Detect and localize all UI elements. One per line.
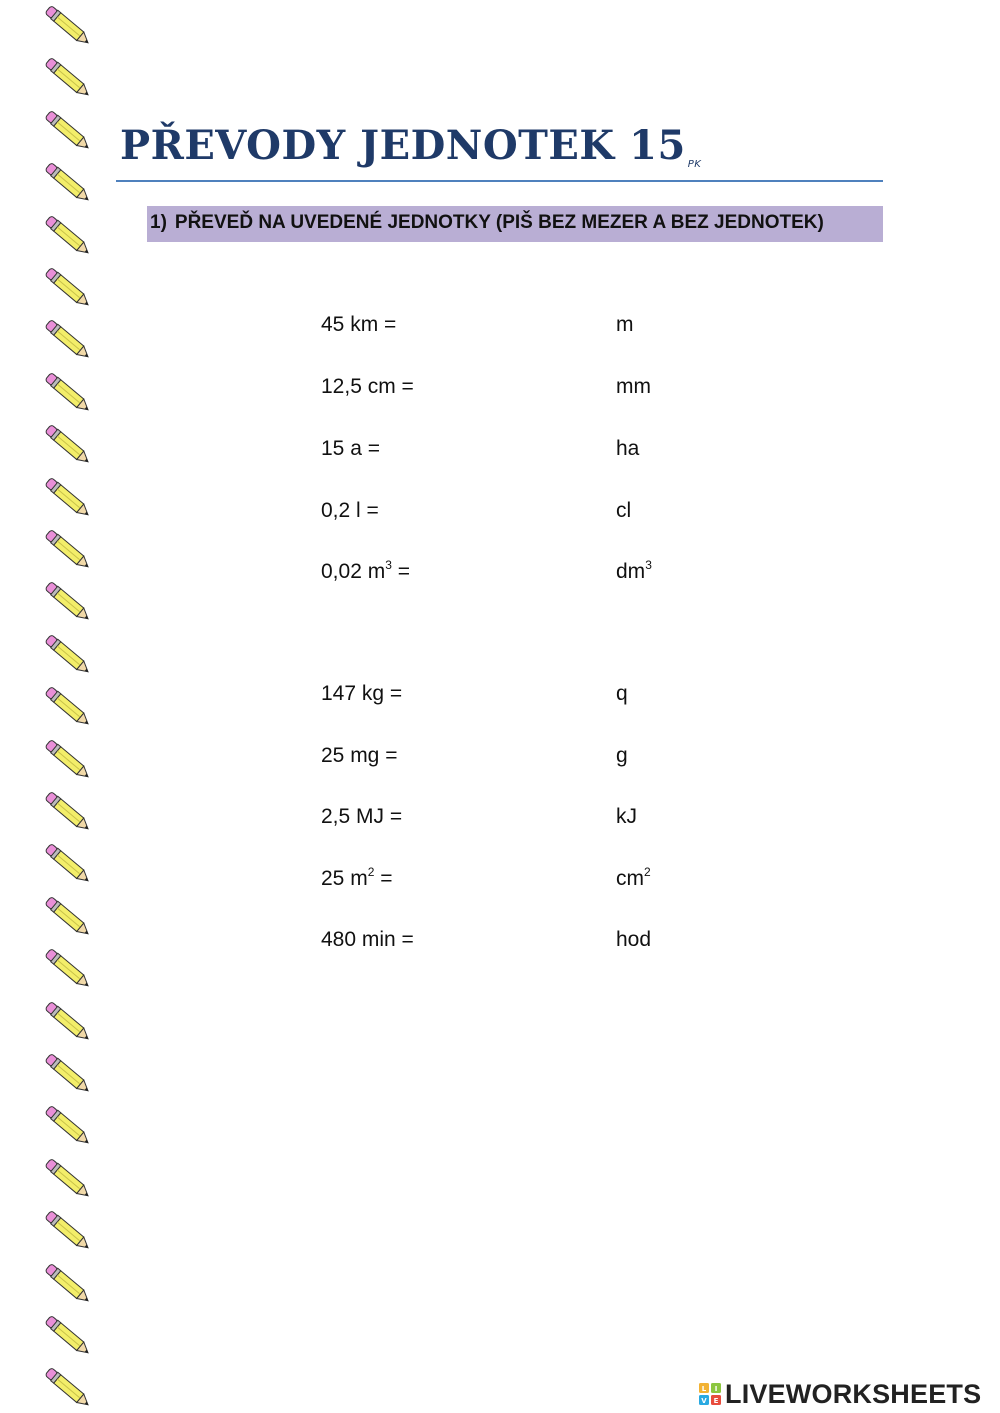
pencil-icon [40, 1364, 96, 1412]
exercise-question [321, 867, 392, 891]
exercise-target-unit [616, 867, 651, 891]
exercise-question: 45 km = [321, 313, 397, 336]
unit-base: cm [616, 867, 644, 890]
exercise-row [0, 805, 1000, 835]
exercise-target-unit: g [616, 744, 628, 767]
task-number: 1) [150, 212, 167, 233]
exercise-row [0, 867, 1000, 897]
pencil-icon [40, 159, 96, 207]
task-heading [147, 206, 883, 242]
svg-text:L: L [701, 1385, 707, 1393]
exercise-target-unit: hod [616, 928, 652, 951]
exercise-target-unit: m [616, 313, 634, 336]
exercise-question: 147 kg = [321, 682, 403, 705]
title-underline [116, 180, 883, 182]
exercise-row [0, 375, 1000, 405]
logo-text: LIVEWORKSHEETS [725, 1378, 982, 1409]
unit-base: dm [616, 560, 646, 583]
pencil-icon [40, 1260, 96, 1308]
exercise-question: 2,5 MJ = [321, 805, 403, 828]
pencil-icon [40, 107, 96, 155]
exercise-target-unit: mm [616, 375, 651, 398]
question-base: 0,02 m [321, 560, 386, 583]
question-base: 25 m [321, 867, 368, 890]
exercise-row [0, 560, 1000, 590]
pencil-icon [40, 264, 96, 312]
pencil-icon [40, 212, 96, 260]
exercise-question [321, 560, 410, 584]
exercise-row [0, 437, 1000, 467]
pencil-icon [40, 1207, 96, 1255]
exercise-question: 0,2 l = [321, 499, 379, 522]
exercise-row [0, 682, 1000, 712]
exercise-question: 15 a = [321, 437, 380, 460]
exercise-target-unit: kJ [616, 805, 637, 828]
task-text: PŘEVEĎ NA UVEDENÉ JEDNOTKY (PIŠ BEZ MEZER A BEZ JEDNOTEK) [174, 212, 824, 233]
title-text: PŘEVODY JEDNOTEK 15 [120, 122, 686, 169]
page-title [120, 122, 701, 170]
pencil-icon [40, 1102, 96, 1150]
pencil-icon [40, 631, 96, 679]
exercise-row [0, 313, 1000, 343]
exercise-question: 12,5 cm = [321, 375, 414, 398]
exercise-question: 25 mg = [321, 744, 398, 767]
pencil-icon [40, 1155, 96, 1203]
svg-text:E: E [713, 1397, 719, 1405]
exercise-target-unit: q [616, 682, 628, 705]
exponent: 2 [644, 865, 651, 879]
exercise-row [0, 928, 1000, 958]
exercise-question: 480 min = [321, 928, 414, 951]
question-equals: = [374, 867, 393, 890]
exercise-row [0, 744, 1000, 774]
author-mark: PK [687, 159, 702, 170]
exercise-target-unit [616, 560, 652, 584]
pencil-icon [40, 54, 96, 102]
exponent: 3 [645, 558, 652, 572]
exercise-target-unit: ha [616, 437, 640, 460]
exponent: 3 [385, 558, 392, 572]
liveworksheets-logo-icon [698, 1382, 722, 1406]
exercise-row [0, 499, 1000, 529]
pencil-icon [40, 2, 96, 50]
exponent: 2 [367, 865, 375, 879]
question-equals: = [391, 560, 410, 583]
pencil-icon [40, 1312, 96, 1360]
svg-text:V: V [701, 1397, 707, 1405]
svg-text:I: I [714, 1385, 718, 1393]
liveworksheets-logo[interactable] [698, 1378, 981, 1410]
pencil-icon [40, 998, 96, 1046]
pencil-icon [40, 1050, 96, 1098]
exercise-target-unit: cl [616, 499, 632, 522]
